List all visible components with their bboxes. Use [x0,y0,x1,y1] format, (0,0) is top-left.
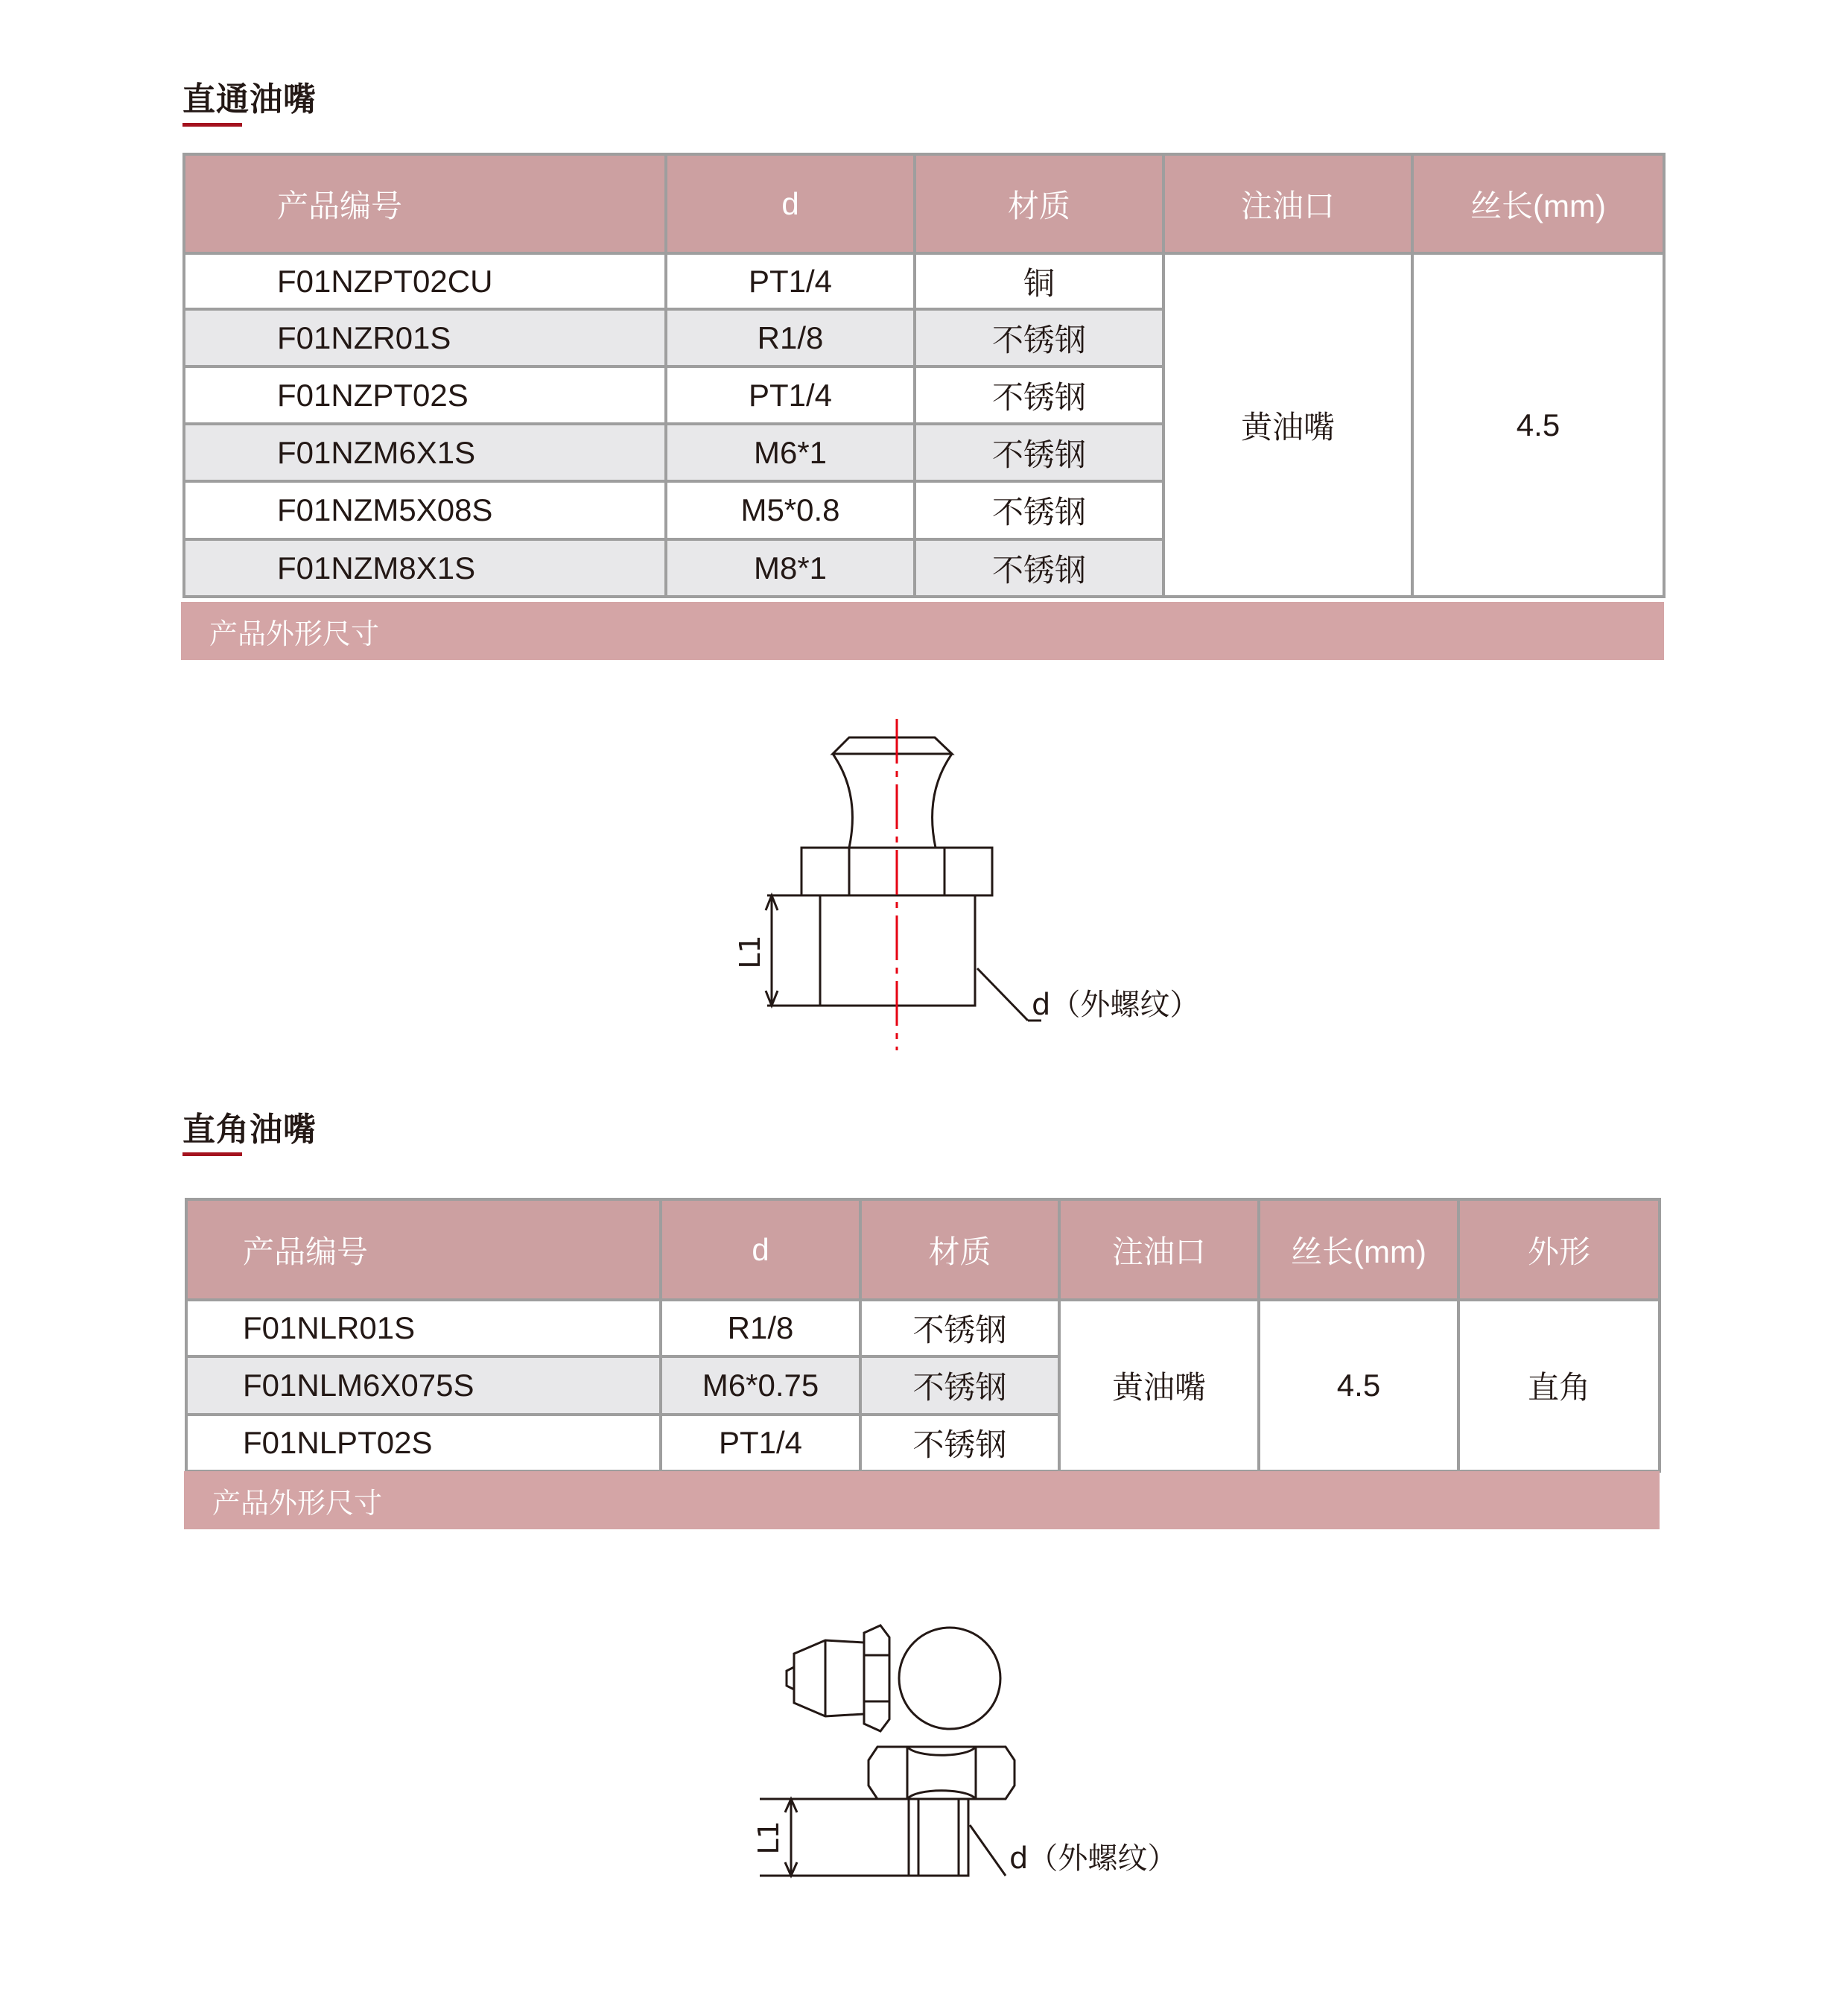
cell-d: PT1/4 [666,366,915,424]
cell-d: M6*1 [666,424,915,481]
header-d: d [666,154,915,253]
header-material: 材质 [860,1199,1059,1300]
cell-d: R1/8 [666,309,915,366]
cell-inlet: 黄油嘴 [1059,1300,1259,1471]
cell-material: 不锈钢 [860,1356,1059,1415]
thread-label: d（外螺纹） [1032,988,1200,1022]
cell-thread-length: 4.5 [1259,1300,1458,1471]
header-inlet: 注油口 [1059,1199,1259,1300]
cell-code: F01NLM6X075S [186,1356,661,1415]
cell-d: R1/8 [661,1300,860,1356]
cell-thread-length: 4.5 [1412,253,1664,597]
header-code: 产品编号 [184,154,666,253]
cell-material: 不锈钢 [915,309,1163,366]
section-title-straight: 直通油嘴 [182,80,317,118]
dimension-bar [181,602,1664,660]
cell-material: 不锈钢 [860,1415,1059,1471]
length-label: L1 [734,935,766,969]
cell-material: 铜 [915,253,1163,309]
cell-code: F01NZM6X1S [184,424,666,481]
title-underline [182,1152,242,1156]
cell-code: F01NZM5X08S [184,481,666,539]
thread-label: d（外螺纹） [1009,1841,1178,1876]
header-material: 材质 [915,154,1163,253]
cell-material: 不锈钢 [915,539,1163,597]
header-code: 产品编号 [186,1199,661,1300]
cell-d: M8*1 [666,539,915,597]
header-thread-length: 丝长(mm) [1412,154,1664,253]
title-underline [182,123,242,127]
cell-d: PT1/4 [661,1415,860,1471]
length-label: L1 [752,1821,785,1855]
cell-material: 不锈钢 [915,366,1163,424]
cell-d: M5*0.8 [666,481,915,539]
cell-code: F01NZM8X1S [184,539,666,597]
cell-d: M6*0.75 [661,1356,860,1415]
cell-inlet: 黄油嘴 [1163,253,1412,597]
header-shape: 外形 [1458,1199,1660,1300]
cell-material: 不锈钢 [915,481,1163,539]
section-title-right-angle: 直角油嘴 [182,1111,317,1149]
dimension-label: 产品外形尺寸 [212,1486,383,1520]
cell-material: 不锈钢 [860,1300,1059,1356]
header-thread-length: 丝长(mm) [1259,1199,1458,1300]
header-d: d [661,1199,860,1300]
cell-code: F01NLPT02S [186,1415,661,1471]
cell-material: 不锈钢 [915,424,1163,481]
dimension-bar [184,1471,1660,1529]
header-inlet: 注油口 [1163,154,1412,253]
right-angle-nipple-drawing [737,1602,1199,1885]
straight-nipple-drawing [730,715,1222,1058]
table-row [184,253,1664,309]
cell-code: F01NZR01S [184,309,666,366]
right-angle-nipple-table [185,1198,1661,1473]
cell-shape: 直角 [1458,1300,1660,1471]
dimension-label: 产品外形尺寸 [209,617,380,650]
straight-nipple-table [182,153,1666,598]
cell-code: F01NLR01S [186,1300,661,1356]
table-row [186,1300,1660,1356]
cell-code: F01NZPT02CU [184,253,666,309]
cell-code: F01NZPT02S [184,366,666,424]
cell-d: PT1/4 [666,253,915,309]
